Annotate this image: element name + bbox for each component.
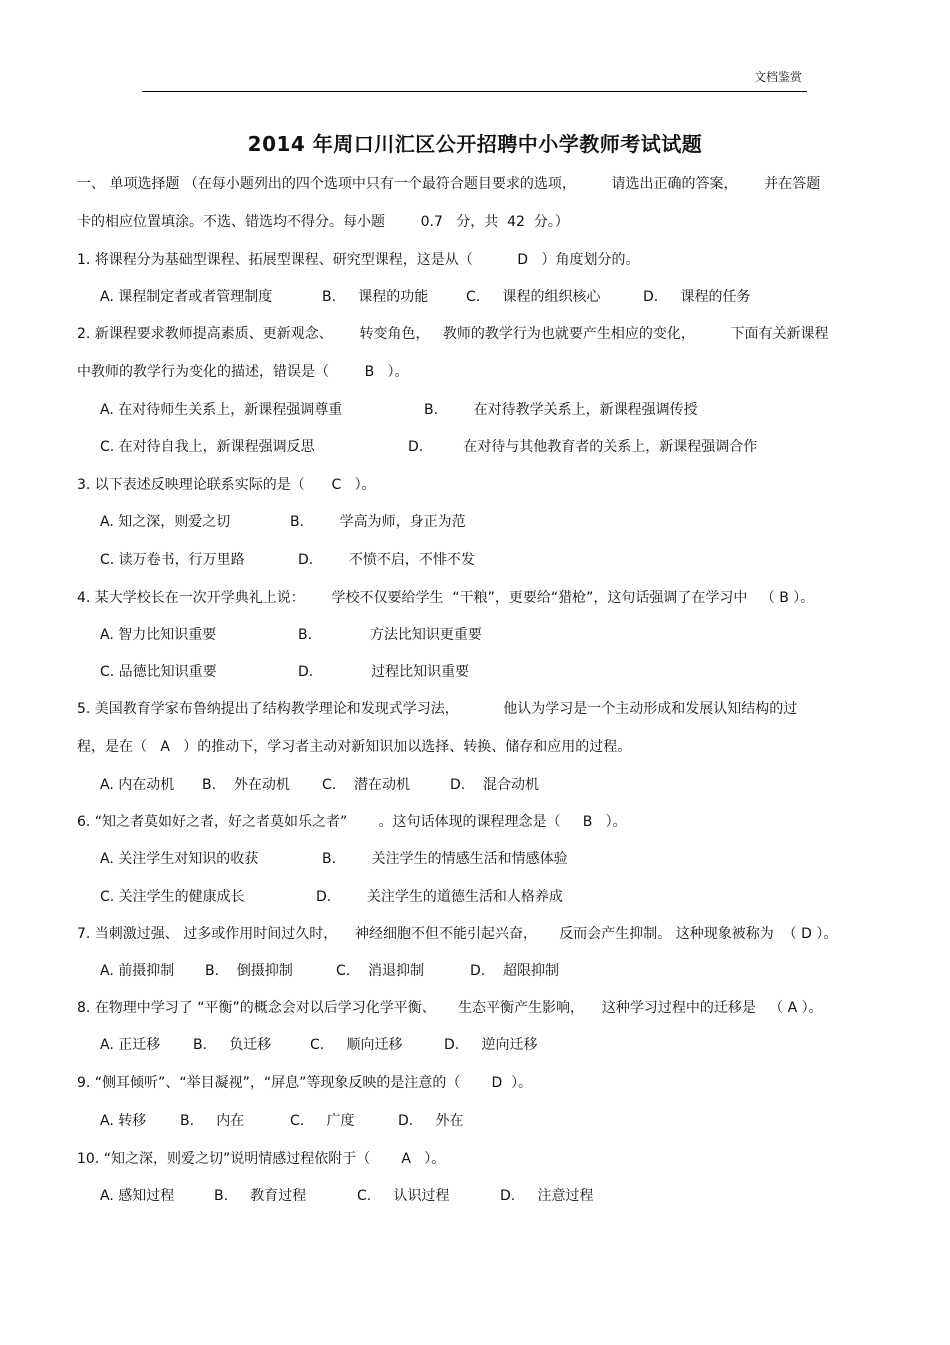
question-1-option-c: C. 课程的组织核心 [466, 289, 601, 305]
question-7-option-d: D. 超限抑制 [470, 963, 560, 979]
question-4-stem: 4. 某大学校长在一次开学典礼上说： 学校不仅要给学生 “干粮”，更要给“猎枪”，这句话强调了在学习中 （ B ）。 [77, 590, 815, 606]
question-8-option-b: B. 负迁移 [193, 1037, 272, 1053]
question-10-option-b: B. 教育过程 [214, 1188, 307, 1204]
question-5-stem-2: 程，是在（ A ）的推动下，学习者主动对新知识加以选择、转换、储存和应用的过程。 [77, 739, 632, 755]
question-5-option-a: A. 内在动机 [100, 777, 175, 793]
question-4-option-c: C. 品德比知识重要 [100, 664, 217, 680]
question-3-option-b: B. 学高为师，身正为范 [290, 514, 466, 530]
question-9-stem: 9. “侧耳倾听”、“举目凝视”，“屏息”等现象反映的是注意的（ D ）。 [77, 1075, 533, 1091]
question-6-option-d: D. 关注学生的道德生活和人格养成 [316, 889, 563, 905]
question-8-stem: 8. 在物理中学习了 “平衡”的概念会对以后学习化学平衡、 生态平衡产生影响， 这种学习过程中的迁移是 （ A ）。 [77, 1000, 823, 1016]
question-2-option-c: C. 在对待自我上，新课程强调反思 [100, 439, 315, 455]
question-3-option-a: A. 知之深，则爱之切 [100, 514, 231, 530]
header-rule [142, 91, 807, 92]
question-3-option-d: D. 不愤不启，不悱不发 [298, 552, 475, 568]
question-8-option-a: A. 正迁移 [100, 1037, 161, 1053]
question-1-option-b: B. 课程的功能 [322, 289, 429, 305]
question-10-stem: 10. “知之深，则爱之切”说明情感过程依附于（ A ）。 [77, 1151, 446, 1167]
question-9-option-d: D. 外在 [398, 1113, 464, 1129]
header-tag: 文档鉴赏 [753, 70, 802, 84]
question-2-option-a: A. 在对待师生关系上，新课程强调尊重 [100, 402, 343, 418]
question-2-stem-2: 中教师的教学行为变化的描述，错误是（ B ）。 [77, 364, 409, 380]
question-4-option-a: A. 智力比知识重要 [100, 627, 217, 643]
question-5-option-d: D. 混合动机 [450, 777, 540, 793]
section-intro-line-2: 卡的相应位置填涂。不选、错选均不得分。每小题 0.7 分，共 42 分。） [77, 214, 569, 230]
question-7-stem: 7. 当刺激过强、 过多或作用时间过久时， 神经细胞不但不能引起兴奋， 反而会产生抑制。 这种现象被称为 （ D ）。 [77, 926, 838, 942]
question-1-stem: 1. 将课程分为基础型课程、拓展型课程、研究型课程，这是从（ D ）角度划分的。 [77, 252, 640, 268]
question-3-stem: 3. 以下表述反映理论联系实际的是（ C ）。 [77, 477, 376, 493]
question-5-option-b: B. 外在动机 [202, 777, 290, 793]
question-2-option-d: D. 在对待与其他教育者的关系上，新课程强调合作 [408, 439, 758, 455]
question-9-option-b: B. 内在 [180, 1113, 245, 1129]
question-7-option-a: A. 前摄抑制 [100, 963, 175, 979]
question-9-option-c: C. 广度 [290, 1113, 355, 1129]
question-7-option-b: B. 倒摄抑制 [205, 963, 293, 979]
question-1-option-a: A. 课程制定者或者管理制度 [100, 289, 273, 305]
question-10-option-a: A. 感知过程 [100, 1188, 175, 1204]
question-5-stem-1: 5. 美国教育学家布鲁纳提出了结构教学理论和发现式学习法， 他认为学习是一个主动形成和发展认知结构的过 [77, 701, 798, 717]
question-1-option-d: D. 课程的任务 [643, 289, 751, 305]
question-6-stem: 6. “知之者莫如好之者，好之者莫如乐之者” 。这句话体现的课程理念是（ B ）。 [77, 814, 627, 830]
question-4-option-b: B. 方法比知识更重要 [298, 627, 482, 643]
page-title: 2014 年周口川汇区公开招聘中小学教师考试试题 [247, 132, 703, 156]
question-3-option-c: C. 读万卷书，行万里路 [100, 552, 245, 568]
question-4-option-d: D. 过程比知识重要 [298, 664, 470, 680]
question-6-option-c: C. 关注学生的健康成长 [100, 889, 245, 905]
question-8-option-d: D. 逆向迁移 [444, 1037, 538, 1053]
question-10-option-d: D. 注意过程 [500, 1188, 594, 1204]
question-9-option-a: A. 转移 [100, 1113, 147, 1129]
question-2-option-b: B. 在对待教学关系上，新课程强调传授 [424, 402, 698, 418]
question-7-option-c: C. 消退抑制 [336, 963, 425, 979]
question-6-option-a: A. 关注学生对知识的收获 [100, 851, 259, 867]
question-8-option-c: C. 顺向迁移 [310, 1037, 403, 1053]
question-10-option-c: C. 认识过程 [357, 1188, 450, 1204]
question-2-stem-1: 2. 新课程要求教师提高素质、更新观念、 转变角色， 教师的教学行为也就要产生相应的变化， 下面有关新课程 [77, 326, 829, 342]
question-6-option-b: B. 关注学生的情感生活和情感体验 [322, 851, 568, 867]
section-intro-line-1: 一、 单项选择题 （在每小题列出的四个选项中只有一个最符合题目要求的选项， 请选出正确的答案， 并在答题 [77, 176, 821, 192]
question-5-option-c: C. 潜在动机 [322, 777, 411, 793]
